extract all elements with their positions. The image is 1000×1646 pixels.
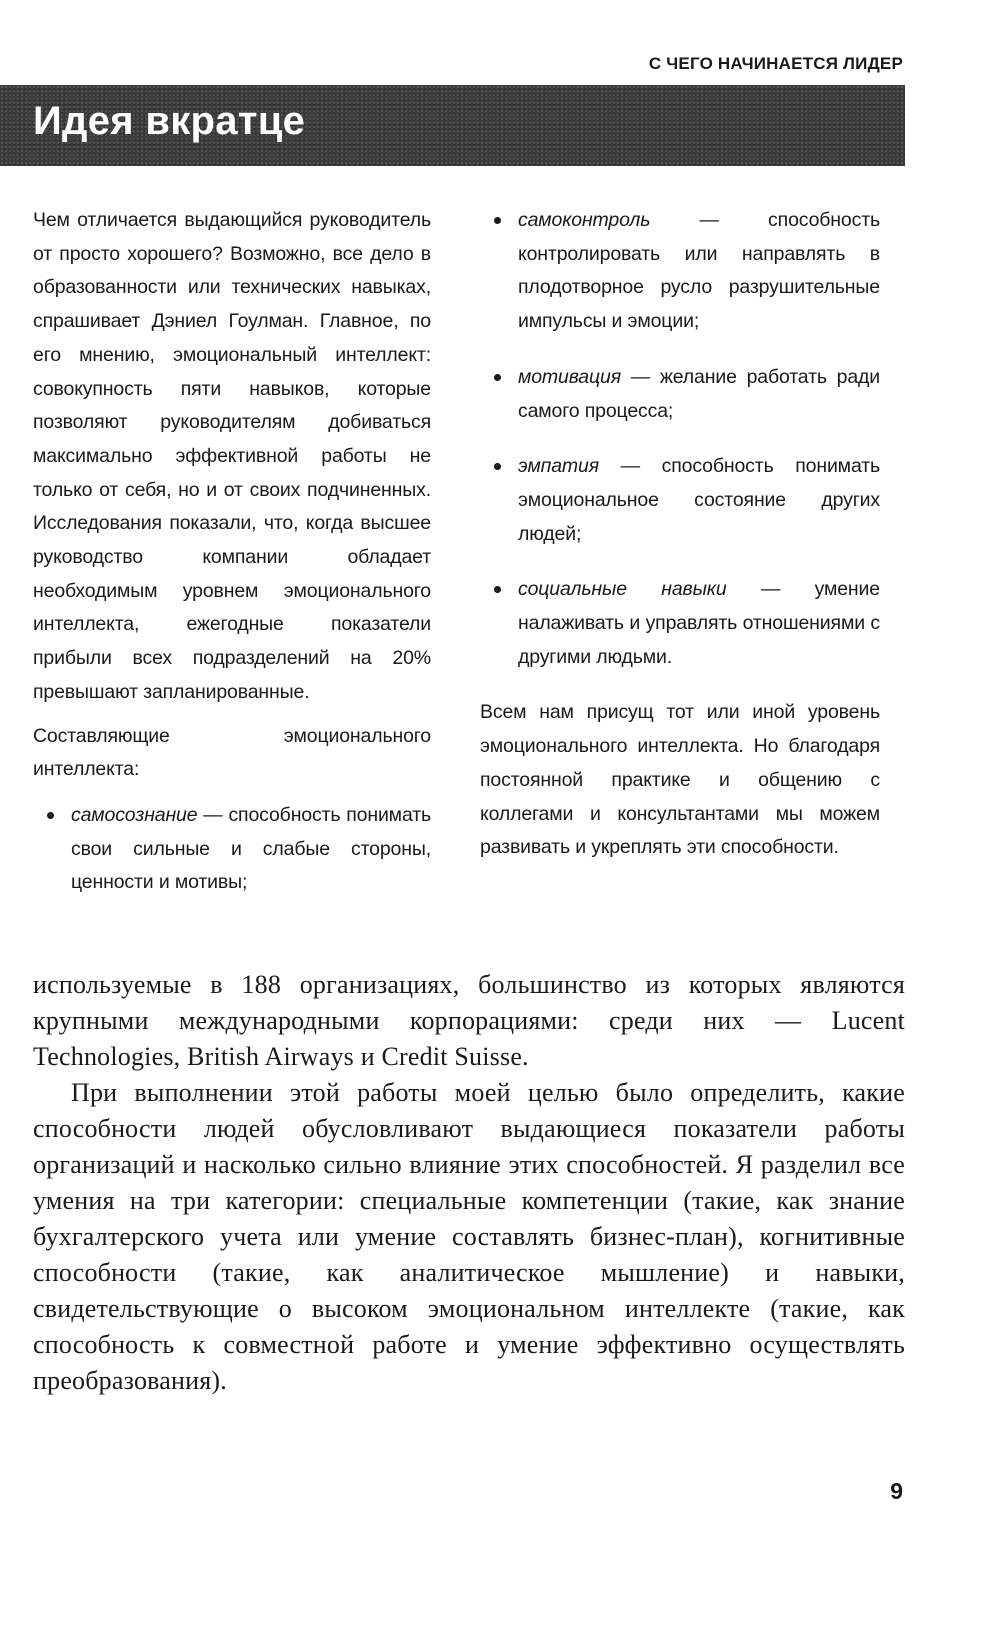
list-item-definition: — способность понимать эмоциональное состояние других людей; bbox=[518, 455, 880, 545]
list-item bbox=[480, 450, 880, 551]
list-item-definition: — способность контролировать или направлять в плодотворное русло разрушительные импульсы и эмоции; bbox=[518, 209, 880, 333]
body-paragraph: используемые в 188 организациях, большинство из которых являются крупными международными корпорациями: среди них — Lucent Technologies, British Airways и Credit Suisse. bbox=[33, 970, 905, 1071]
list-item bbox=[33, 799, 431, 900]
components-lead: Составляющие эмоционального интеллекта: bbox=[33, 724, 431, 781]
page-number: 9 bbox=[890, 1478, 903, 1504]
components-list-part-2 bbox=[480, 204, 880, 674]
list-item bbox=[480, 204, 880, 339]
body-paragraph: При выполнении этой работы моей целью было определить, какие способности людей обусловливают выдающиеся показатели работы организаций и насколько сильно влияние этих способностей. Я разделил все умения на три категории: специальные компетенции (такие, как знание бухгалтерского учета или умение составлять бизнес-план), когнитивные способности (такие, как аналитическое мышление) и навыки, свидетельствующие о высоком эмоциональном интеллекте (такие, как способность к совместной работе и умение эффективно осуществлять преобразования). bbox=[33, 1078, 905, 1395]
list-item-term: эмпатия bbox=[518, 455, 599, 478]
main-body-text bbox=[33, 967, 905, 1399]
list-item-definition: — умение налаживать и управлять отношениями с другими людьми. bbox=[518, 578, 880, 668]
list-item-term: самосознание bbox=[71, 803, 198, 826]
sidebar-intro: Чем отличается выдающийся руководитель от просто хорошего? Возможно, все дело в образованности или технических навыках, спрашивает Дэниел Гоулман. Главное, по его мнению, эмоциональный интеллект: совокупность пяти навыков, которые позволяют руководителям добиваться максимально эффективной работы не только от себя, но и от своих подчиненных. Исследования показали, что, когда высшее руководство компании обладает необходимым уровнем эмоционального интеллекта, ежегодные показатели прибыли всех подразделений на 20% превышают запланированные. bbox=[33, 209, 431, 703]
list-item-definition: — способность понимать свои сильные и слабые стороны, ценности и мотивы; bbox=[71, 803, 431, 894]
list-item bbox=[480, 573, 880, 674]
sidebar-banner bbox=[0, 85, 905, 166]
sidebar-column-left bbox=[33, 204, 431, 922]
list-item-term: мотивация bbox=[518, 365, 621, 388]
components-list-part-1 bbox=[33, 799, 431, 900]
list-item-term: социальные навыки bbox=[518, 578, 727, 601]
running-header: С ЧЕГО НАЧИНАЕТСЯ ЛИДЕР bbox=[648, 54, 903, 73]
sidebar-conclusion: Всем нам присущ тот или иной уровень эмоционального интеллекта. Но благодаря постоянной практике и общению с коллегами и консультантами мы можем развивать и укреплять эти способности. bbox=[480, 701, 880, 859]
list-item-term: самоконтроль bbox=[518, 209, 651, 231]
list-item-definition: — желание работать ради самого процесса; bbox=[518, 365, 880, 422]
sidebar-column-right bbox=[480, 204, 880, 865]
list-item bbox=[480, 361, 880, 428]
banner-title: Идея вкратце bbox=[33, 99, 306, 143]
